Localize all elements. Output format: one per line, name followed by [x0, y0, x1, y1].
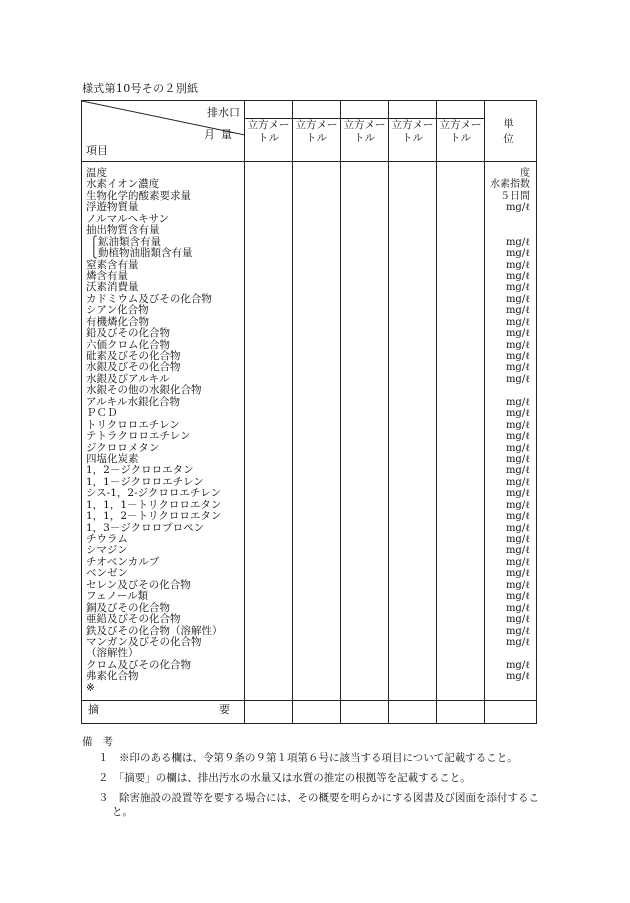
item-name: ベンゼン [86, 567, 128, 580]
unit-value: mg/ℓ [505, 248, 530, 260]
item-name: 砒素及びその化合物 [86, 350, 181, 362]
unit-value: mg/ℓ [505, 614, 530, 626]
volume-header-4: 立方メートル [389, 119, 437, 162]
outlet-cell-1[interactable] [245, 101, 293, 119]
note-1: １ ※印のある欄は、令第９条の９第１項第６号に該当する項目について記載すること。 [98, 752, 518, 764]
outlet-cell-4[interactable] [389, 101, 437, 119]
item-name: セレン及びその化合物 [86, 578, 191, 591]
volume-header-3: 立方メートル [341, 119, 389, 162]
item-name: 1，1－ジクロロエチレン [86, 475, 204, 488]
unit-value: mg/ℓ [505, 545, 530, 557]
unit-value: mg/ℓ [505, 431, 530, 443]
item-name: ノルマルヘキサン [86, 212, 170, 225]
notes-title: 備考 [82, 736, 123, 748]
unit-value: mg/ℓ [505, 442, 530, 454]
unit-value: mg/ℓ [505, 534, 530, 545]
item-name: チオベンカルブ [86, 555, 160, 568]
item-list [82, 162, 245, 701]
outlet-cell-3[interactable] [341, 101, 389, 119]
unit-value: mg/ℓ [505, 362, 530, 374]
value-column-2[interactable] [293, 162, 341, 701]
unit-list [485, 162, 537, 701]
unit-value: mg/ℓ [505, 556, 530, 568]
unit-value: 度 [520, 168, 530, 179]
item-name: 亜鉛及びその化合物 [86, 613, 181, 626]
unit-value: mg/ℓ [505, 671, 530, 683]
summary-cell-2[interactable] [293, 701, 341, 724]
summary-cell-unit[interactable] [485, 701, 537, 724]
item-name: クロム及びその化合物 [86, 658, 191, 671]
item-name: 銅及びその化合物 [86, 601, 170, 614]
unit-value [485, 225, 530, 236]
item-name: ＰＣＤ [86, 407, 118, 420]
item-name: カドミウム及びその化合物 [86, 292, 212, 305]
value-column-3[interactable] [341, 162, 389, 701]
header-diagonal-cell [82, 101, 245, 162]
unit-value: mg/ℓ [505, 339, 530, 351]
item-name: 六価クロム化合物 [86, 338, 170, 351]
item-name: フェノール類 [86, 590, 149, 603]
unit-value: ５日間 [500, 190, 530, 202]
unit-value: mg/ℓ [505, 465, 530, 477]
form-title: 様式第10号その２別紙 [82, 82, 199, 95]
unit-value: mg/ℓ [505, 236, 530, 248]
unit-value: mg/ℓ [505, 636, 530, 648]
summary-cell-3[interactable] [341, 701, 389, 724]
unit-value: mg/ℓ [505, 293, 530, 305]
item-name: 水銀その他の水銀化合物 [86, 384, 202, 397]
outlet-cell-5[interactable] [437, 101, 485, 119]
unit-value: mg/ℓ [505, 579, 530, 591]
unit-value: mg/ℓ [505, 408, 530, 420]
unit-value [485, 648, 530, 659]
summary-cell-4[interactable] [389, 701, 437, 724]
unit-value: mg/ℓ [505, 282, 530, 294]
item-name: マンガン及びその化合物 [86, 635, 202, 648]
summary-cell-5[interactable] [437, 701, 485, 724]
item-name: アルキル水銀化合物 [86, 395, 180, 408]
unit-value: mg/ℓ [505, 373, 530, 385]
unit-value: mg/ℓ [505, 270, 530, 282]
volume-header-2: 立方メートル [293, 119, 341, 162]
outlet-cell-2[interactable] [293, 101, 341, 119]
note-3: ３ 除害施設の設置等を要する場合には、その概要を明らかにする図書及び図面を添付すること。 [98, 792, 539, 818]
item-name: 浮遊物質量 [86, 201, 139, 214]
summary-label-left: 摘 [88, 703, 99, 716]
item-name: 生物化学的酸素要求量 [86, 189, 191, 202]
summary-label-right: 要 [219, 703, 230, 716]
item-name: チウラム [86, 533, 128, 545]
unit-value: mg/ℓ [505, 625, 530, 637]
item-name: 1，3－ジクロロプロペン [86, 521, 205, 534]
wastewater-table [81, 100, 537, 724]
item-name: 1，1，1－トリクロロエタン [86, 498, 222, 511]
item-row [86, 683, 244, 694]
value-column-1[interactable] [245, 162, 293, 701]
item-name: 1，1，2－トリクロロエタン [86, 510, 222, 523]
item-name: 温度 [86, 167, 107, 179]
notes [82, 735, 542, 825]
brace-icon: ⎩ [90, 248, 98, 260]
item-name: 動植物油脂類含有量 [98, 247, 193, 260]
unit-value: mg/ℓ [505, 453, 530, 465]
item-name: トリクロロエチレン [86, 418, 180, 431]
summary-label [82, 701, 245, 724]
item-name: 沃素消費量 [86, 281, 139, 294]
unit-value: mg/ℓ [505, 568, 530, 580]
item-name: 1，2－ジクロロエタン [86, 464, 194, 477]
unit-value: mg/ℓ [505, 351, 530, 362]
unit-value: mg/ℓ [505, 602, 530, 614]
item-name: 水銀及びアルキル [86, 372, 170, 385]
unit-value: mg/ℓ [505, 316, 530, 328]
unit-value: mg/ℓ [505, 591, 530, 603]
note-2: ２ 「摘要」の欄は、排出汚水の水量又は水質の推定の根拠等を記載すること。 [98, 772, 471, 784]
item-name: 水銀及びその化合物 [86, 361, 181, 374]
unit-value: mg/ℓ [505, 476, 530, 488]
month-label: 月量 [204, 128, 238, 141]
item-name: シアン化合物 [86, 304, 149, 317]
item-row [86, 671, 244, 682]
item-name: テトラクロロエチレン [86, 430, 191, 443]
item-name: 有機燐化合物 [86, 315, 149, 328]
unit-value: mg/ℓ [505, 259, 530, 271]
item-label: 項目 [86, 144, 108, 157]
item-name: 鉱油類含有量 [98, 235, 161, 248]
item-name: シマジン [86, 544, 128, 557]
item-name: シス-1，2-ジクロロエチレン [86, 487, 221, 500]
item-name: 鉛及びその化合物 [86, 327, 170, 340]
unit-value: mg/ℓ [505, 511, 530, 523]
item-name: （溶解性） [86, 647, 139, 660]
unit-value: mg/ℓ [505, 522, 530, 534]
unit-value: mg/ℓ [505, 499, 530, 511]
unit-value: mg/ℓ [505, 328, 530, 340]
item-row [86, 248, 244, 259]
volume-header-5: 立方メートル [437, 119, 485, 162]
value-column-4[interactable] [389, 162, 437, 701]
item-name: 抽出物質含有量 [86, 224, 160, 237]
item-name: 窒素含有量 [86, 258, 139, 271]
unit-value: mg/ℓ [505, 488, 530, 500]
volume-header-1: 立方メートル [245, 119, 293, 162]
item-name: 弗素化合物 [86, 670, 139, 683]
unit-header: 単位 [485, 101, 537, 162]
unit-value: mg/ℓ [505, 659, 530, 671]
unit-value: mg/ℓ [505, 396, 530, 408]
item-name: 四塩化炭素 [86, 452, 139, 465]
outlet-label: 排水口 [207, 106, 240, 119]
unit-value: 水素指数 [490, 179, 530, 191]
item-name: ※ [86, 681, 95, 694]
unit-value: mg/ℓ [505, 305, 530, 317]
item-name: 水素イオン濃度 [86, 178, 160, 191]
item-name: 燐含有量 [86, 269, 128, 282]
unit-value: mg/ℓ [505, 419, 530, 431]
item-name: 鉄及びその化合物（溶解性） [86, 624, 223, 637]
unit-value [485, 214, 530, 225]
brace-icon: ⎧ [90, 236, 98, 248]
unit-value [485, 385, 530, 396]
value-column-5[interactable] [437, 162, 485, 701]
unit-value [485, 683, 530, 694]
item-name: ジクロロメタン [86, 441, 160, 454]
summary-cell-1[interactable] [245, 701, 293, 724]
unit-value: mg/ℓ [505, 202, 530, 214]
